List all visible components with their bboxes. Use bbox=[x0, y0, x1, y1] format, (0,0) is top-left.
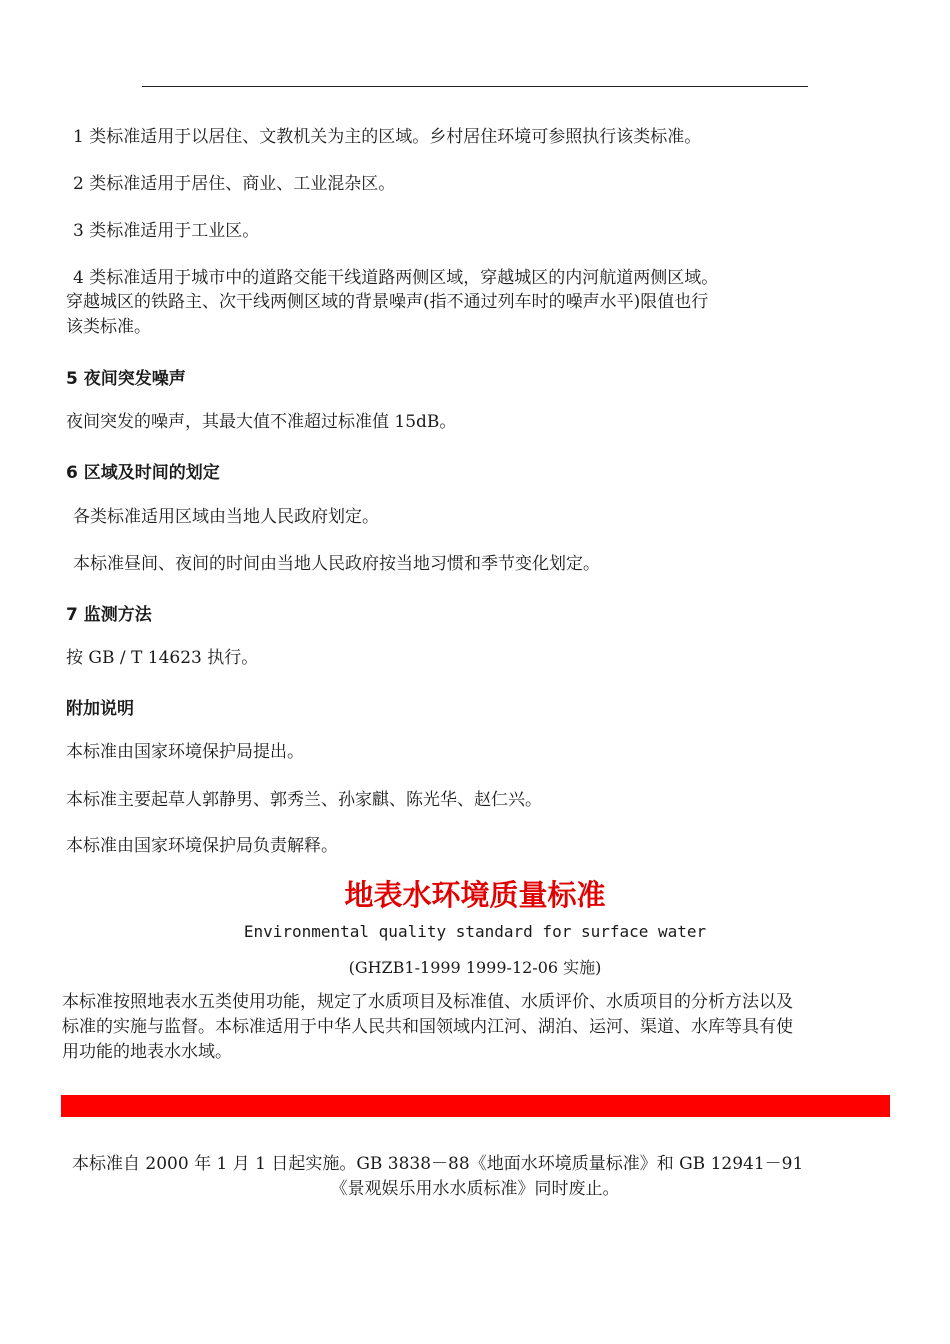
section-5-text: 夜间突发的噪声，其最大值不准超过标准值 15dB。 bbox=[66, 412, 457, 432]
standard-summary-line-3: 用功能的地表水水域。 bbox=[62, 1042, 232, 1062]
clause-1: 1 类标准适用于以居住、文教机关为主的区域。乡村居住环境可参照执行该类标准。 bbox=[73, 127, 702, 147]
section-6-text-2: 本标准昼间、夜间的时间由当地人民政府按当地习惯和季节变化划定。 bbox=[73, 554, 600, 574]
section-7-heading: 7 监测方法 bbox=[66, 605, 152, 625]
section-6-text-1: 各类标准适用区域由当地人民政府划定。 bbox=[73, 507, 379, 527]
standard-summary-line-2: 标准的实施与监督。本标准适用于中华人民共和国领域内江河、湖泊、运河、渠道、水库等具有使 bbox=[62, 1017, 793, 1037]
clause-4-line-2: 穿越城区的铁路主、次干线两侧区域的背景噪声(指不通过列车时的噪声水平)限值也行 bbox=[66, 292, 709, 312]
standard-title: 地表水环境质量标准 bbox=[344, 878, 606, 912]
appendix-line-3: 本标准由国家环境保护局负责解释。 bbox=[66, 836, 338, 856]
clause-4-line-1: 4 类标准适用于城市中的道路交能干线道路两侧区域，穿越城区的内河航道两侧区域。 bbox=[73, 268, 719, 288]
section-5-heading: 5 夜间突发噪声 bbox=[66, 369, 186, 389]
clause-2: 2 类标准适用于居住、商业、工业混杂区。 bbox=[73, 174, 396, 194]
clause-4-line-3: 该类标准。 bbox=[66, 317, 151, 337]
red-divider-bar bbox=[61, 1095, 890, 1117]
header-rule bbox=[142, 86, 808, 87]
notice-line-2: 《景观娱乐用水水质标准》同时废止。 bbox=[330, 1179, 620, 1199]
clause-3: 3 类标准适用于工业区。 bbox=[73, 221, 260, 241]
appendix-heading: 附加说明 bbox=[66, 699, 134, 719]
section-7-text: 按 GB / T 14623 执行。 bbox=[66, 648, 259, 668]
standard-english-title: Environmental quality standard for surface water bbox=[243, 922, 707, 941]
standard-code: (GHZB1-1999 1999-12-06 实施) bbox=[348, 958, 602, 977]
standard-summary-line-1: 本标准按照地表水五类使用功能，规定了水质项目及标准值、水质评价、水质项目的分析方法以及 bbox=[62, 992, 793, 1012]
section-6-heading: 6 区域及时间的划定 bbox=[66, 463, 220, 483]
notice-line-1: 本标准自 2000 年 1 月 1 日起实施。GB 3838－88《地面水环境质量标准》和 GB 12941－91 bbox=[72, 1154, 804, 1174]
appendix-line-2: 本标准主要起草人郭静男、郭秀兰、孙家麒、陈光华、赵仁兴。 bbox=[66, 790, 542, 810]
appendix-line-1: 本标准由国家环境保护局提出。 bbox=[66, 742, 304, 762]
